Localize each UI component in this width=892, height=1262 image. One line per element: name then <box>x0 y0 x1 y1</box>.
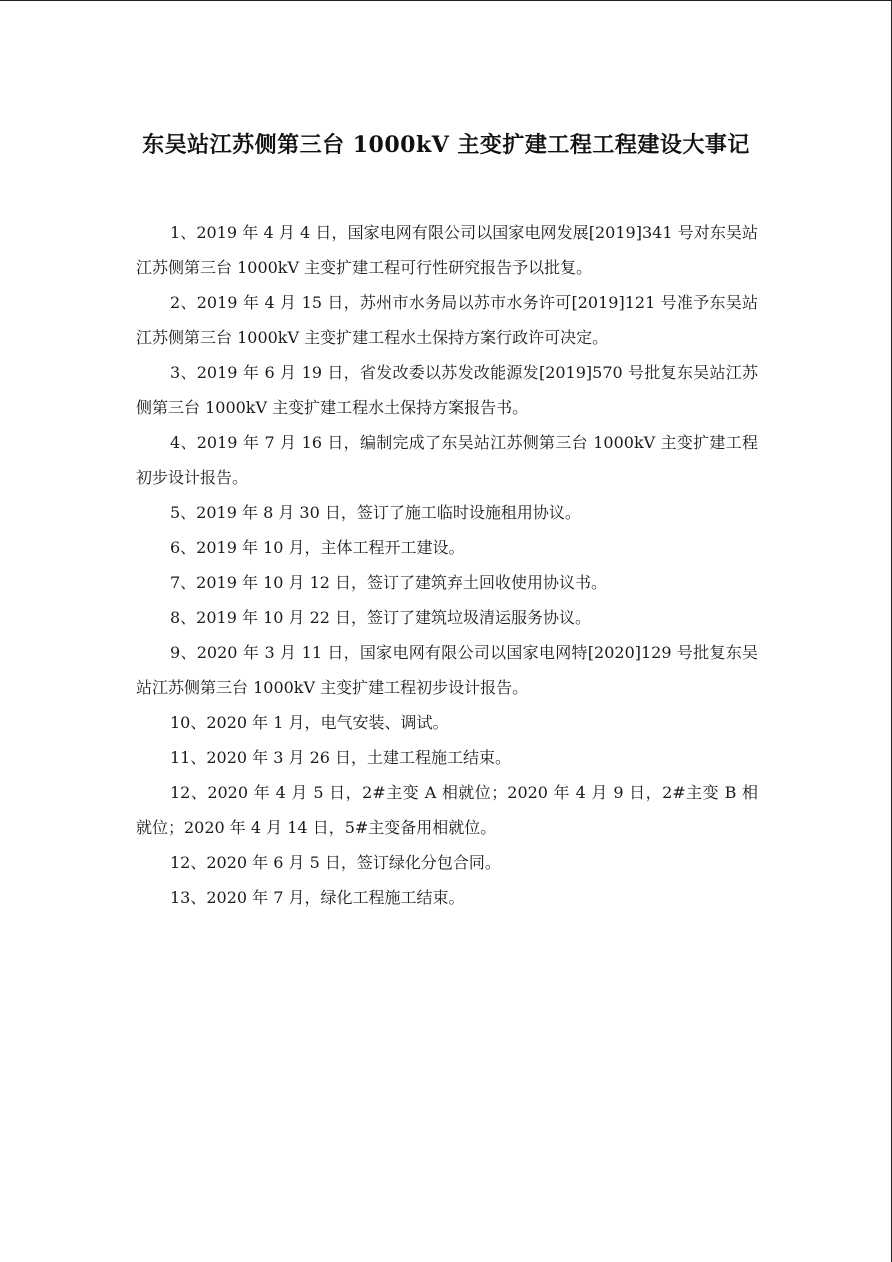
event-item: 5、2019 年 8 月 30 日，签订了施工临时设施租用协议。 <box>170 503 581 522</box>
event-item: 10、2020 年 1 月，电气安装、调试。 <box>170 713 449 732</box>
event-item: 4、2019 年 7 月 16 日，编制完成了东吴站江苏侧第三台 1000kV 主变扩建工程初步设计报告。 <box>136 433 758 487</box>
event-item: 2、2019 年 4 月 15 日，苏州市水务局以苏市水务许可[2019]121 号准予东吴站江苏侧第三台 1000kV 主变扩建工程水土保持方案行政许可决定。 <box>136 293 758 347</box>
event-item: 12、2020 年 6 月 5 日，签订绿化分包合同。 <box>170 853 501 872</box>
event-item: 1、2019 年 4 月 4 日，国家电网有限公司以国家电网发展[2019]341 号对东吴站江苏侧第三台 1000kV 主变扩建工程可行性研究报告予以批复。 <box>136 223 758 277</box>
event-list <box>136 215 758 915</box>
event-item: 8、2019 年 10 月 22 日，签订了建筑垃圾清运服务协议。 <box>170 608 592 627</box>
event-item: 7、2019 年 10 月 12 日，签订了建筑弃土回收使用协议书。 <box>170 573 608 592</box>
event-item: 11、2020 年 3 月 26 日，土建工程施工结束。 <box>170 748 512 767</box>
document-title: 东吴站江苏侧第三台 1000kV 主变扩建工程工程建设大事记 <box>142 132 750 158</box>
event-item: 6、2019 年 10 月，主体工程开工建设。 <box>170 538 465 557</box>
event-item: 3、2019 年 6 月 19 日，省发改委以苏发改能源发[2019]570 号批复东吴站江苏侧第三台 1000kV 主变扩建工程水土保持方案报告书。 <box>136 363 758 417</box>
event-item: 13、2020 年 7 月，绿化工程施工结束。 <box>170 888 465 907</box>
event-item: 9、2020 年 3 月 11 日，国家电网有限公司以国家电网特[2020]129 号批复东吴站江苏侧第三台 1000kV 主变扩建工程初步设计报告。 <box>136 643 758 697</box>
event-item: 12、2020 年 4 月 5 日，2#主变 A 相就位；2020 年 4 月 9 日，2#主变 B 相就位；2020 年 4 月 14 日，5#主变备用相就位。 <box>136 783 758 837</box>
